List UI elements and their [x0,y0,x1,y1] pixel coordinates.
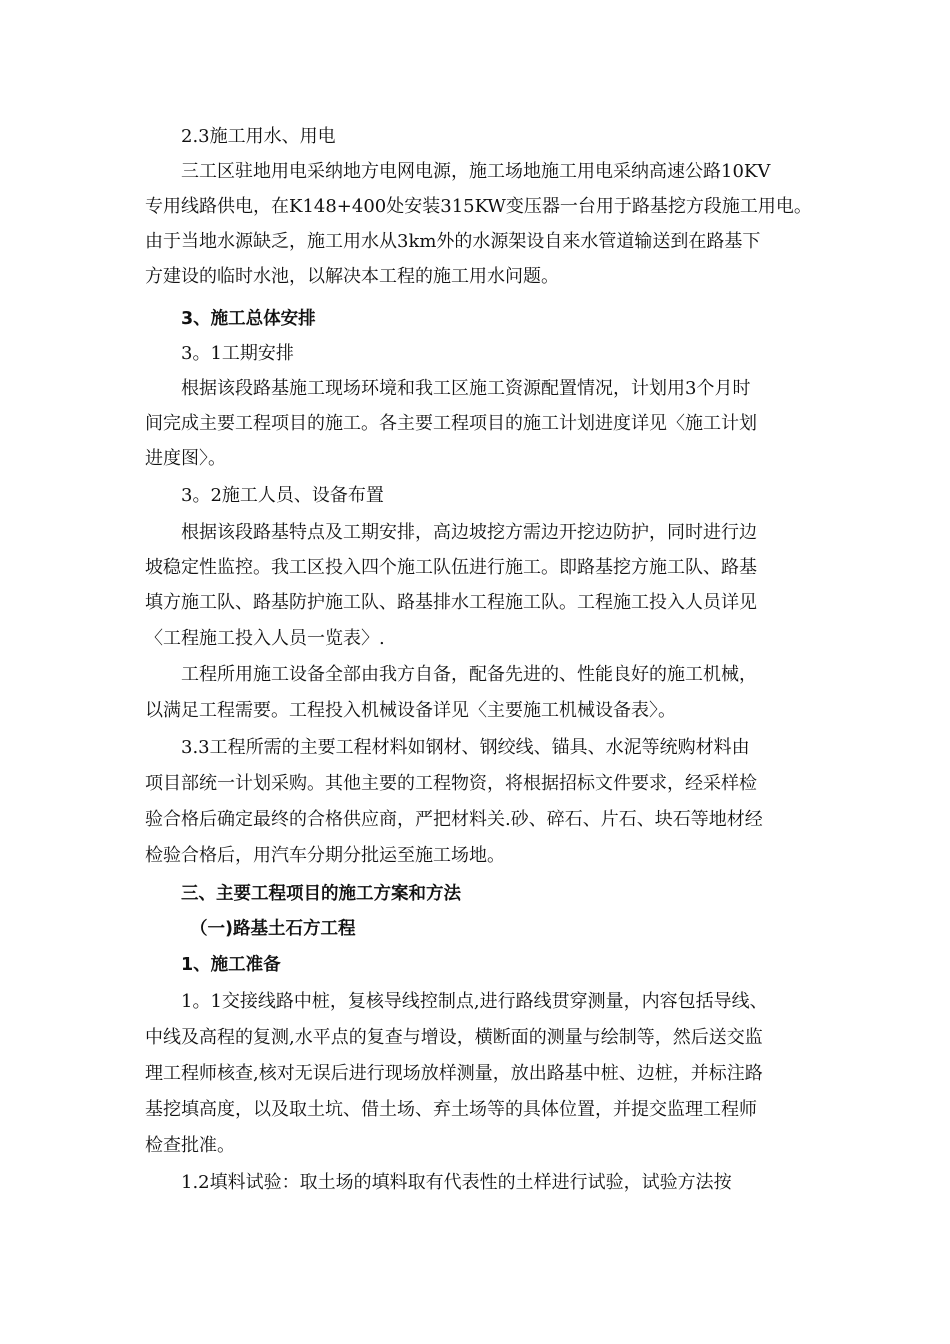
heading-subgrade-earthwork: （一)路基土石方工程 [190,919,356,939]
paragraph-line: 〈工程施工投入人员一览表〉. [145,628,385,649]
paragraph-line: 进度图〉。 [145,448,226,469]
heading-3-2-personnel-equipment: 3。2施工人员、设备布置 [181,485,384,506]
paragraph-line: 以满足工程需要。工程投入机械设备详见〈主要施工机械设备表〉。 [145,700,676,721]
paragraph-line: 根据该段路基施工现场环境和我工区施工资源配置情况，计划用3个月时 [181,378,751,399]
paragraph-line: 由于当地水源缺乏，施工用水从3km外的水源架设自来水管道输送到在路基下 [145,231,761,252]
paragraph-line: 方建设的临时水池，以解决本工程的施工用水问题。 [145,266,559,287]
paragraph-line: 1.2填料试验：取土场的填料取有代表性的土样进行试验，试验方法按 [181,1172,732,1193]
paragraph-line: 验合格后确定最终的合格供应商，严把材料关.砂、碎石、片石、块石等地材经 [145,809,763,830]
paragraph-line: 填方施工队、路基防护施工队、路基排水工程施工队。工程施工投入人员详见 [145,592,757,613]
heading-2-3-water-power: 2.3施工用水、用电 [181,126,336,147]
paragraph-line: 工程所用施工设备全部由我方自备，配备先进的、性能良好的施工机械， [181,664,757,685]
paragraph-line: 检验合格后，用汽车分期分批运至施工场地。 [145,845,505,866]
paragraph-line: 检查批准。 [145,1135,235,1156]
paragraph-line: 1。1交接线路中桩，复核导线控制点,进行路线贯穿测量，内容包括导线、 [181,991,768,1012]
paragraph-line: 间完成主要工程项目的施工。各主要工程项目的施工计划进度详见〈施工计划 [145,413,757,434]
paragraph-line: 基挖填高度，以及取土坑、借土场、弃土场等的具体位置，并提交监理工程师 [145,1099,757,1120]
paragraph-line: 坡稳定性监控。我工区投入四个施工队伍进行施工。即路基挖方施工队、路基 [145,557,757,578]
paragraph-line: 根据该段路基特点及工期安排，高边坡挖方需边开挖边防护，同时进行边 [181,522,757,543]
paragraph-line: 中线及高程的复测,水平点的复查与增设，横断面的测量与绘制等，然后送交监 [145,1027,763,1048]
paragraph-line: 项目部统一计划采购。其他主要的工程物资，将根据招标文件要求，经采样检 [145,773,757,794]
heading-construction-preparation: 1、施工准备 [181,955,281,975]
heading-3-overall-arrangement: 3、施工总体安排 [181,309,316,329]
paragraph-line: 3.3工程所需的主要工程材料如钢材、钢绞线、锚具、水泥等统购材料由 [181,737,750,758]
paragraph-line: 理工程师核查,核对无误后进行现场放样测量，放出路基中桩、边桩，并标注路 [145,1063,763,1084]
paragraph-line: 三工区驻地用电采纳地方电网电源，施工场地施工用电采纳高速公路10KV [181,161,771,182]
heading-3-1-schedule: 3。1工期安排 [181,343,294,364]
heading-section-three: 三、主要工程项目的施工方案和方法 [181,884,461,904]
paragraph-line: 专用线路供电，在K148+400处安装315KW变压器一台用于路基挖方段施工用电。 [145,196,812,217]
